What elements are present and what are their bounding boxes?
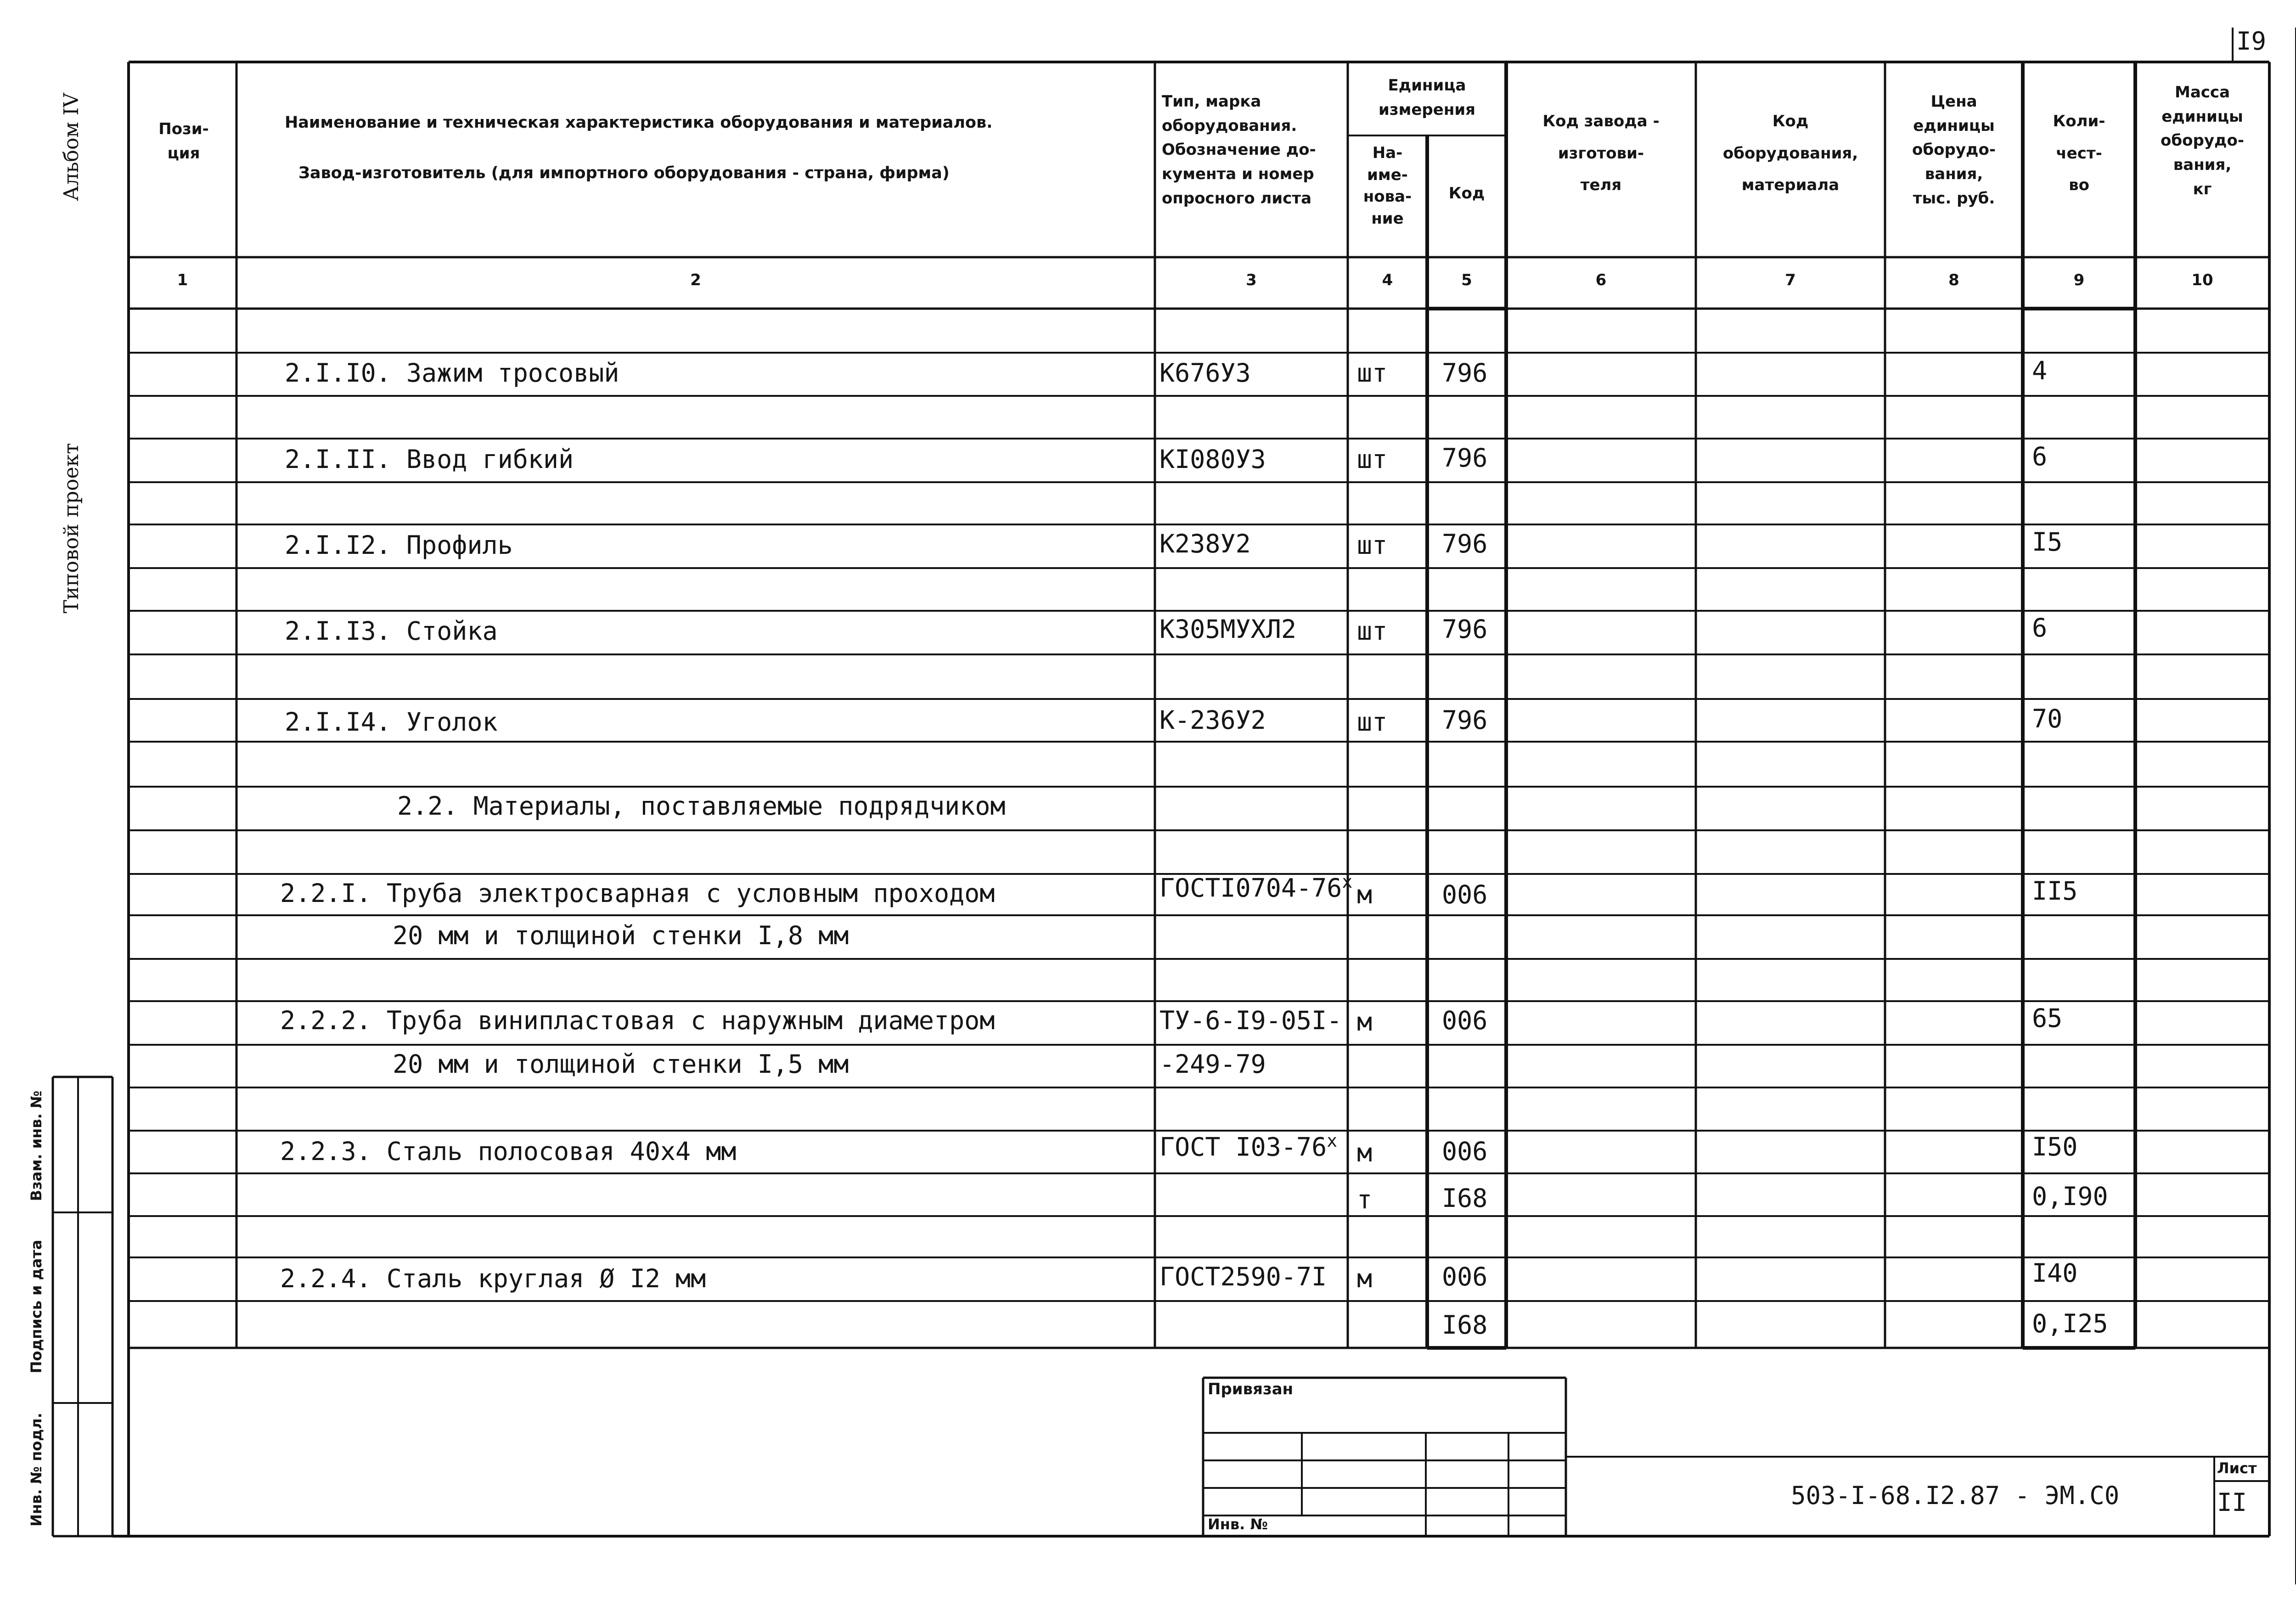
row-code: 796 [1442, 443, 1488, 473]
row-unit: шт [1357, 707, 1388, 737]
row-type: КI080У3 [1159, 445, 1266, 474]
superscript: х [1327, 1131, 1338, 1151]
stamp-podpis: Подпись и дата [28, 1239, 45, 1374]
row-code: I68 [1442, 1310, 1488, 1340]
stamp-privyazan: Привязан [1208, 1380, 1294, 1398]
row-code: 796 [1442, 529, 1488, 558]
col-number: 10 [2191, 271, 2213, 289]
page-number: I9 [2236, 27, 2267, 56]
row-code: 796 [1442, 705, 1488, 735]
col-number: 4 [1382, 271, 1393, 289]
row-unit: м [1357, 880, 1373, 909]
row-unit: шт [1357, 358, 1388, 388]
row-name: 2.2.2. Труба винипластовая с наружным диаметром [280, 1006, 995, 1035]
row-unit: шт [1357, 616, 1388, 646]
row-name: 2.I.I2. Профиль [285, 530, 513, 560]
header-mass: Масса единицы оборудо- вания, кг [2161, 83, 2244, 198]
row-qty: I5 [2032, 527, 2063, 557]
row-qty: 6 [2032, 613, 2048, 642]
row-type: ГОСТ2590-7I [1159, 1262, 1327, 1291]
row-type: ГОСТ $I03-76^х$ [1159, 1131, 1338, 1162]
row-unit: шт [1357, 530, 1388, 560]
stamp-inv-podl: Инв. № подл. [28, 1413, 45, 1527]
row-qty: 65 [2032, 1003, 2063, 1033]
row-type: К305МУХЛ2 [1159, 614, 1297, 644]
col-number: 5 [1461, 271, 1472, 289]
row-qty: 0,I25 [2032, 1309, 2108, 1338]
col-number: 3 [1246, 271, 1257, 289]
col-number: 8 [1948, 271, 1959, 289]
row-type: $ГОСТI0704-76^х$ [1159, 872, 1353, 903]
row-type: К676У3 [1159, 358, 1251, 388]
col-number: 1 [177, 271, 188, 289]
row-unit: т [1357, 1185, 1373, 1214]
row-qty: 70 [2032, 704, 2063, 733]
document-code: 503-I-68.I2.87 - ЭМ.С0 [1791, 1481, 2120, 1510]
row-unit: м [1357, 1138, 1373, 1167]
row-name: 2.I.I0. Зажим тросовый [285, 358, 619, 388]
col-number: 7 [1785, 271, 1796, 289]
row-name-cont: 20 мм и толщиной стенки I,5 мм [393, 1049, 849, 1079]
row-name-cont: 20 мм и толщиной стенки I,8 мм [393, 921, 849, 950]
row-type-cont: -249-79 [1159, 1049, 1266, 1079]
header-name-line2: Завод-изготовитель (для импортного оборудования - страна, фирма) [298, 164, 950, 182]
row-name: 2.2.3. Сталь полосовая 40х4 мм [280, 1137, 737, 1166]
row-unit: м [1357, 1007, 1373, 1037]
album-label: Альбом IV [60, 93, 83, 201]
header-type: Тип, марка оборудования. Обозначение до- кумента и номер опросного листа [1162, 92, 1316, 208]
stamp-vzam: Взам. инв. № [28, 1090, 45, 1201]
sheet-number: II [2217, 1488, 2247, 1517]
row-name: 2.I.II. Ввод гибкий [285, 445, 574, 474]
row-code: 006 [1442, 1137, 1488, 1166]
header-price: Цена единицы оборудо- вания, тыс. руб. [1912, 92, 1996, 208]
row-qty: II5 [2032, 876, 2078, 906]
row-qty: I40 [2032, 1258, 2078, 1288]
row-name: 2.2.I. Труба электросварная с условным проходом [280, 879, 995, 908]
row-unit: м [1357, 1264, 1373, 1293]
row-code: 006 [1442, 1006, 1488, 1035]
row-qty: 6 [2032, 442, 2048, 471]
row-code: I68 [1442, 1183, 1488, 1213]
row-qty: 0,I90 [2032, 1182, 2108, 1211]
row-qty: I50 [2032, 1132, 2078, 1161]
header-equip-code: Код оборудования, материала [1722, 112, 1858, 195]
header-qty: Коли- чест- во [2053, 112, 2105, 195]
row-name: 2.I.I4. Уголок [285, 707, 498, 737]
col-number: 6 [1595, 271, 1607, 289]
row-type: ТУ-6-I9-05I- [1159, 1006, 1342, 1035]
row-qty: 4 [2032, 356, 2048, 385]
row-code: 006 [1442, 1262, 1488, 1291]
superscript: х [1342, 872, 1353, 892]
sheet-label: Лист [2217, 1459, 2257, 1477]
row-code: 796 [1442, 358, 1488, 388]
row-name: 2.I.I3. Стойка [285, 616, 498, 646]
row-code: 006 [1442, 880, 1488, 909]
row-unit: шт [1357, 445, 1388, 474]
header-name-line1: Наименование и техническая характеристика оборудования и материалов. [285, 113, 993, 132]
col-number: 2 [690, 271, 701, 289]
project-label: Типовой проект [60, 443, 83, 614]
row-type: К238У2 [1159, 529, 1251, 558]
header-factory-code: Код завода - изготови- теля [1542, 112, 1660, 195]
col-number: 9 [2073, 271, 2085, 289]
header-unit-code: Код [1448, 184, 1485, 203]
row-name: 2.2.4. Сталь круглая Ø I2 мм [280, 1264, 706, 1293]
header-unit-name: На- име- нова- ние [1363, 144, 1412, 228]
stamp-inv: Инв. № [1208, 1515, 1268, 1533]
header-position: Пози- ция [158, 120, 209, 163]
row-code: 796 [1442, 614, 1488, 644]
row-type: К-236У2 [1159, 705, 1266, 735]
header-unit: Единица измерения [1379, 76, 1475, 119]
section-heading: 2.2. Материалы, поставляемые подрядчиком [397, 791, 1006, 821]
